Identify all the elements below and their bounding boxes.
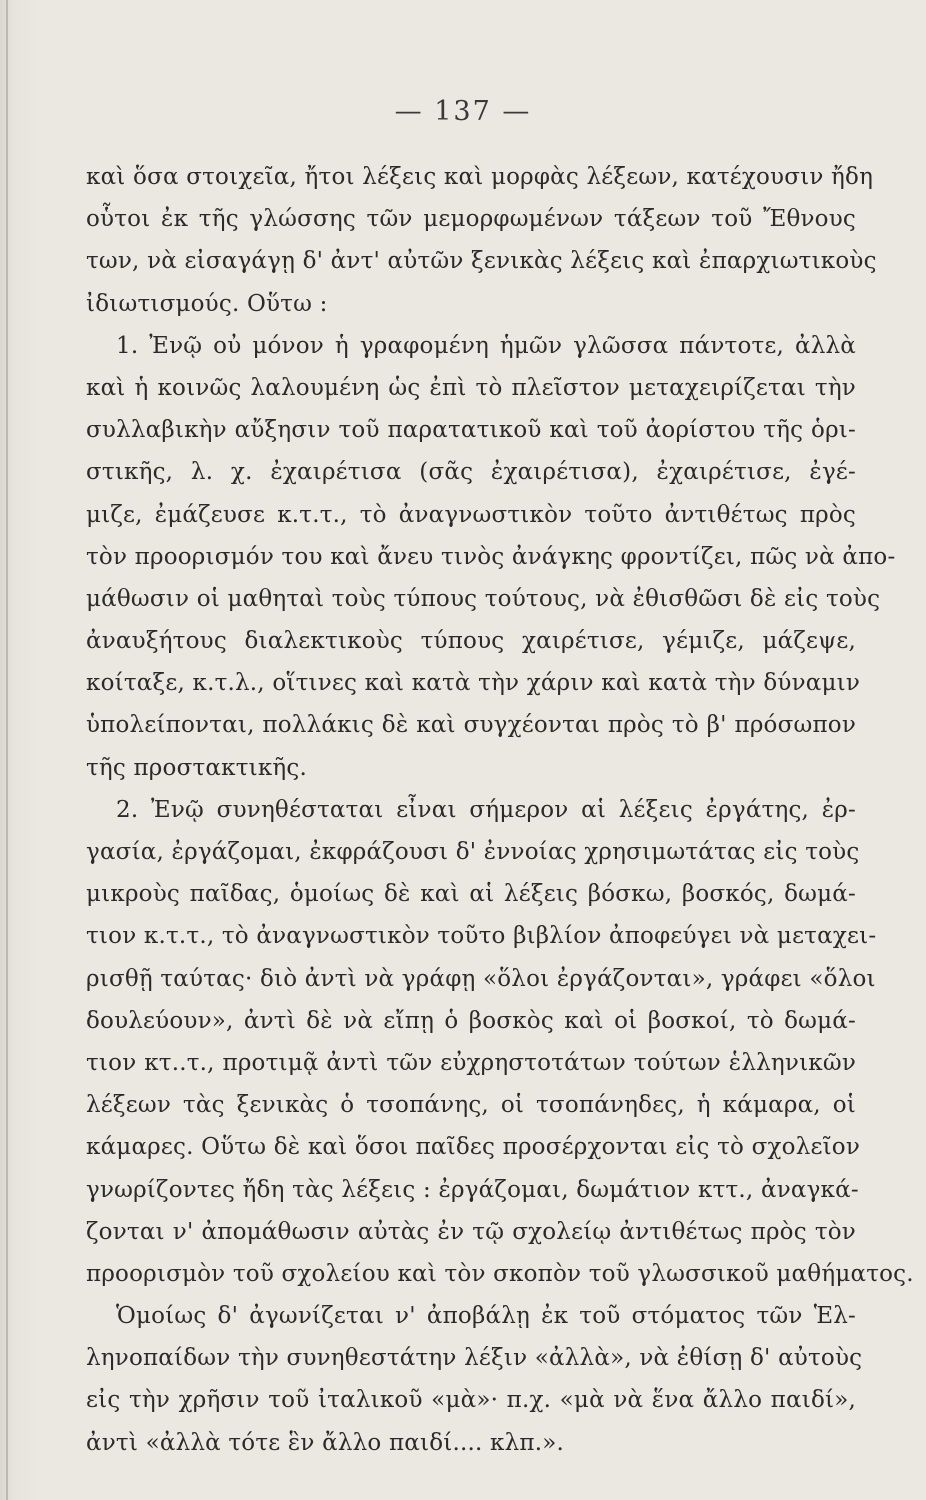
text-line: οὗτοι ἐκ τῆς γλώσσης τῶν μεμορφωμένων τάξεων τοῦ Ἔθνους <box>86 206 856 233</box>
text-line: καὶ ἡ κοινῶς λαλουμένη ὡς ἐπὶ τὸ πλεῖστον μεταχειρίζεται τὴν <box>86 374 856 401</box>
text-line: γασία, ἐργάζομαι, ἐκφράζουσι δ' ἐννοίας χρησιμωτάτας εἰς τοὺς <box>86 839 860 865</box>
text-line: συλλαβικὴν αὔξησιν τοῦ παρατατικοῦ καὶ τοῦ ἀορίστου τῆς ὁρι- <box>86 417 856 444</box>
page-number: — 137 — <box>394 96 532 127</box>
text-line: ληνοπαίδων τὴν συνηθεστάτην λέξιν «ἀλλὰ», νὰ ἐθίσῃ δ' αὐτοὺς <box>86 1345 863 1372</box>
text-line: ἰδιωτισμούς. Οὕτω : <box>86 290 328 317</box>
text-line: καὶ ὅσα στοιχεῖα, ἤτοι λέξεις καὶ μορφὰς λέξεων, κατέχουσιν ἤδη <box>86 164 874 190</box>
text-line: στικῆς, λ. χ. ἐχαιρέτισα (σᾶς ἐχαιρέτισα), ἐχαιρέτισε, ἐγέ- <box>86 459 856 486</box>
text-line: ἀντὶ «ἀλλὰ τότε ἓν ἄλλο παιδί.... κλπ.». <box>86 1429 565 1456</box>
text-line: μιζε, ἐμάζευσε κ.τ.τ., τὸ ἀναγνωστικὸν τοῦτο ἀντιθέτως πρὸς <box>86 501 856 528</box>
body-text <box>86 156 914 1464</box>
text-line: ὑπολείπονται, πολλάκις δὲ καὶ συγχέονται πρὸς τὸ β' πρόσωπον <box>86 712 856 739</box>
text-line: τὸν προορισμόν του καὶ ἄνευ τινὸς ἀνάγκης φροντίζει, πῶς νὰ ἀπο- <box>86 543 896 570</box>
text-line: μάθωσιν οἱ μαθηταὶ τοὺς τύπους τούτους, νὰ ἐθισθῶσι δὲ εἰς τοὺς <box>86 585 881 612</box>
text-line: τιον κ.τ.τ., τὸ ἀναγνωστικὸν τοῦτο βιβλίον ἀποφεύγει νὰ μεταχει- <box>86 923 877 950</box>
text-line: εἰς τὴν χρῆσιν τοῦ ἰταλικοῦ «μὰ»· π.χ. «μὰ νὰ ἕνα ἄλλο παιδί», <box>86 1387 856 1414</box>
text-line: ἀναυξήτους διαλεκτικοὺς τύπους χαιρέτισε, γέμιζε, μάζεψε, <box>86 628 856 655</box>
text-line: ζονται ν' ἀπομάθωσιν αὐτὰς ἐν τῷ σχολείῳ ἀντιθέτως πρὸς τὸν <box>86 1218 856 1245</box>
text-line: μικροὺς παῖδας, ὁμοίως δὲ καὶ αἱ λέξεις βόσκω, βοσκός, δωμά- <box>86 881 856 908</box>
text-line: τῆς προστακτικῆς. <box>86 754 308 781</box>
text-line: κοίταξε, κ.τ.λ., οἵτινες καὶ κατὰ τὴν χάριν καὶ κατὰ τὴν δύναμιν <box>86 670 861 697</box>
text-line: λέξεων τὰς ξενικὰς ὁ τσοπάνης, οἱ τσοπάνηδες, ἡ κάμαρα, οἱ <box>86 1092 856 1119</box>
text-line: προορισμὸν τοῦ σχολείου καὶ τὸν σκοπὸν τοῦ γλωσσικοῦ μαθήματος. <box>86 1260 914 1287</box>
text-line: ρισθῇ ταύτας· διὸ ἀντὶ νὰ γράφῃ «ὅλοι ἐργάζονται», γράφει «ὅλοι <box>86 965 876 992</box>
text-line: τιον κτ..τ., προτιμᾷ ἀντὶ τῶν εὐχρηστοτάτων τούτων ἑλληνικῶν <box>86 1049 856 1076</box>
text-line: κάμαρες. Οὕτω δὲ καὶ ὅσοι παῖδες προσέρχονται εἰς τὸ σχολεῖον <box>86 1134 861 1161</box>
text-line: Ὁμοίως δ' ἀγωνίζεται ν' ἀποβάλῃ ἐκ τοῦ στόματος τῶν Ἑλ- <box>116 1303 856 1330</box>
text-line: γνωρίζοντες ἤδη τὰς λέξεις : ἐργάζομαι, δωμάτιον κττ., ἀναγκά- <box>86 1176 859 1203</box>
text-line: 2. Ἐνῷ συνηθέσταται εἶναι σήμερον αἱ λέξεις ἐργάτης, ἐρ- <box>116 796 856 823</box>
text-line: των, νὰ εἰσαγάγῃ δ' ἀντ' αὐτῶν ξενικὰς λέξεις καὶ ἐπαρχιωτικοὺς <box>86 248 877 275</box>
text-line: 1. Ἐνῷ οὐ μόνον ἡ γραφομένη ἡμῶν γλῶσσα πάντοτε, ἀλλὰ <box>116 332 856 359</box>
text-line: δουλεύουν», ἀντὶ δὲ νὰ εἴπῃ ὁ βοσκὸς καὶ οἱ βοσκοί, τὸ δωμά- <box>86 1007 856 1034</box>
page-edge <box>6 0 8 1500</box>
